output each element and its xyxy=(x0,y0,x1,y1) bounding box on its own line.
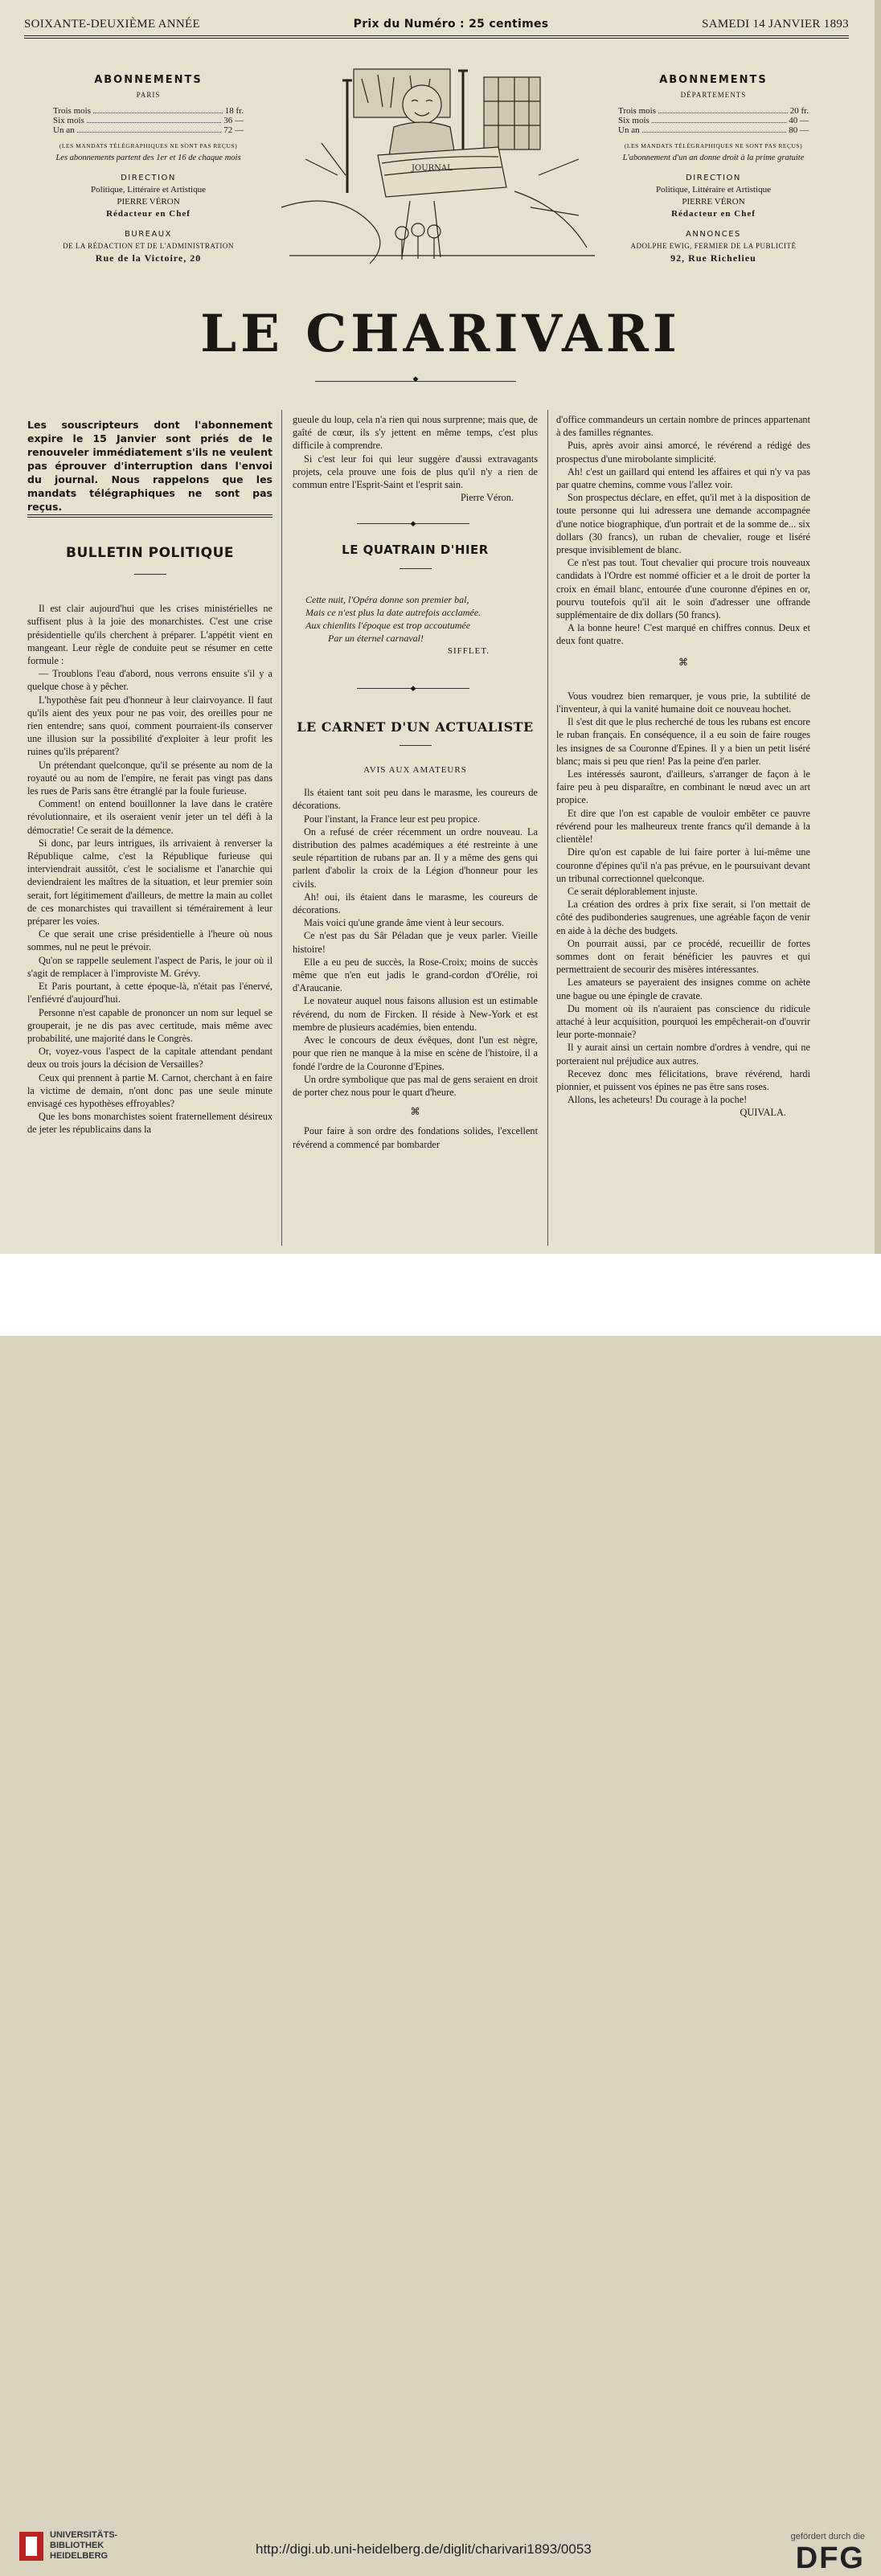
paragraph: Pour l'instant, la France leur est peu propice. xyxy=(304,813,481,825)
annonces-label: ANNONCES xyxy=(686,230,741,239)
subscription-region: DÉPARTEMENTS xyxy=(680,91,747,99)
carnet-title: LE CARNET D'UN ACTUALISTE xyxy=(297,719,534,735)
masthead-ornament xyxy=(315,381,516,382)
header-line xyxy=(24,18,849,31)
rate-row: Six mois 40 — xyxy=(618,116,809,125)
subscription-note: L'abonnement d'un an donne droit à la prime gratuite xyxy=(622,154,805,162)
right-column xyxy=(556,413,810,1120)
bureaux-address: Rue de la Victoire, 20 xyxy=(95,252,202,264)
paragraph: Mais voici qu'une grande âme vient à leur secours. xyxy=(304,917,505,929)
paragraph: On pourrait aussi, par ce procédé, recueillir de fortes sommes dont on ferait bénéficier les pauvres et qui permettraient de secourir des misères intéressantes. xyxy=(556,937,810,976)
direction-desc: Politique, Littéraire et Artistique xyxy=(656,185,771,195)
carnet-subtitle: AVIS AUX AMATEURS xyxy=(363,765,467,776)
poem-line: Cette nuit, l'Opéra donne son premier bal, xyxy=(305,593,469,605)
paragraph: Ceux qui prennent à partie M. Carnot, cherchant à en faire la victime de demain, n'ont donc pas une seule minute envisagé ces hypothèses effroyables? xyxy=(27,1071,272,1109)
title-rule xyxy=(400,568,432,569)
mandats-note: (LES MANDATS TÉLÉGRAPHIQUES NE SONT PAS REÇUS) xyxy=(624,142,803,149)
library-name: UNIVERSITÄTS- BIBLIOTHEK HEIDELBERG xyxy=(50,2530,118,2561)
paragraph: Les amateurs se payeraient des insignes comme on achète une bague ou une épingle de cravate. xyxy=(556,977,810,1001)
header-year: SOIXANTE-DEUXIÈME ANNÉE xyxy=(24,18,200,31)
paragraph: Comment! on entend bouillonner la lave dans le cratère révolutionnaire, et ils oseraient venir jeter un tel défi à la démocratie! Ce serait de la démence. xyxy=(27,798,272,836)
middle-column xyxy=(293,413,538,1151)
paragraph: gueule du loup, cela n'a rien qui nous surprenne; mais que, de gaîté de cœur, ils s'y jettent en même temps, c'est plus difficile à comprendre. xyxy=(293,414,538,452)
bureaux-label: BUREAUX xyxy=(125,230,172,239)
rates-list xyxy=(53,106,244,135)
paragraph: Recevez donc mes félicitations, brave révérend, hardi pionnier, et puissent vos épines ne pas être sans roses. xyxy=(556,1067,810,1092)
rate-row: Six mois 36 — xyxy=(53,116,244,125)
paragraph: Pour faire à son ordre des fondations solides, l'excellent révérend a commencé par bombarder xyxy=(293,1125,538,1150)
subscription-departements xyxy=(599,74,828,264)
paragraph: Ce n'est pas tout. Tout chevalier qui procure trois nouveaux candidats à l'Ordre est nommé officier et a le droit de porter la croix en émail blanc, entourée d'une couronne d'épines en or, pourvu toutefois qu'il ait le soin d'adresser une offrande supplémentaire de dix dollars (50 francs). xyxy=(556,557,810,621)
paragraph: Ah! oui, ils étaient dans le marasme, les coureurs de décorations. xyxy=(293,891,538,916)
paragraph: Ce n'est pas du Sâr Péladan que je veux parler. Vieille histoire! xyxy=(293,930,538,955)
title-rule xyxy=(134,574,166,575)
subscription-region: PARIS xyxy=(136,91,161,99)
paragraph: Un ordre symbolique que pas mal de gens seraient en droit de porter chez nous pour le quart d'heure. xyxy=(293,1073,538,1098)
paragraph: Il s'est dit que le plus recherché de tous les rubans est encore le ruban français. En conséquence, il a eu soin de faire rouges les insignes de sa Couronne d'Epines. Il y a bien un petit liséré blanc; mais si peu que rien! Pas la peine d'en parler. xyxy=(556,716,810,767)
poem-line: Mais ce n'est plus la date autrefois acclamée. xyxy=(305,606,481,618)
paragraph: Ce serait déplorablement injuste. xyxy=(568,885,698,897)
rates-list xyxy=(618,106,809,135)
masthead-cartoon xyxy=(273,63,603,280)
cartoon-banner: JOURNAL xyxy=(412,164,453,173)
paragraph: Ce que serait une crise présidentielle à l'heure où nous sommes, nul ne peut le prévoir. xyxy=(27,928,272,953)
paragraph: Allons, les acheteurs! Du courage à la poche! xyxy=(568,1094,748,1106)
paragraph: Le novateur auquel nous faisons allusion est un estimable révérend, du nom de Fircken. Il réside à New-York et est membre de plusieurs académies, bien entendu. xyxy=(293,995,538,1033)
subscription-title: ABONNEMENTS xyxy=(94,74,203,86)
column-rule xyxy=(547,410,548,1246)
paragraph: Qu'on se rappelle seulement l'aspect de Paris, le jour où il s'agit de remplacer à l'improviste M. Grévy. xyxy=(27,954,272,979)
poem-line: Aux chienlits l'époque est trop accoutumée xyxy=(305,619,471,631)
paragraph: Avec le concours de deux évêques, dont l'un est nègre, pour que rien ne manque à la mise en scène de l'histoire, il a fondé l'ordre de la Couronne d'Epines. xyxy=(293,1034,538,1072)
funder-logo[interactable] xyxy=(791,2532,865,2576)
director-role: Rédacteur en Chef xyxy=(106,209,191,219)
paragraph: Et dire que l'on est capable de vouloir embêter ce pauvre révérend pour les malheureux trente francs qu'il demande à la clientèle! xyxy=(556,807,810,846)
rate-row: Un an 80 — xyxy=(618,125,809,135)
direction-desc: Politique, Littéraire et Artistique xyxy=(91,185,206,195)
poem-line: Par un éternel carnaval! xyxy=(328,632,424,644)
paragraph: Ils étaient tant soit peu dans le marasme, les coureurs de décorations. xyxy=(293,787,538,812)
paragraph: d'office commandeurs un certain nombre de princes appartenant à des familles régnantes. xyxy=(556,414,810,439)
section-ornament xyxy=(357,688,469,689)
paragraph: Ah! c'est un gaillard qui entend les affaires et qui n'y va pas par quatre chemins, comme vous l'allez voir. xyxy=(556,465,810,491)
bulletin-column xyxy=(27,547,272,1136)
direction-label: DIRECTION xyxy=(121,174,176,182)
paragraph: Les intéressés sauront, d'ailleurs, s'arranger de façon à le faire peu à peu disparaître, en combinant le nœud avec un art propice. xyxy=(556,768,810,806)
paragraph: Elle a eu peu de succès, la Rose-Croix; moins de succès même que n'en eut jadis le grand-cordon d'Orélie, roi d'Araucanie. xyxy=(293,956,538,994)
signature-veron: Pierre Véron. xyxy=(460,492,514,504)
footer-bar xyxy=(0,1254,881,2575)
renewal-notice: Les souscripteurs dont l'abonnement expire le 15 Janvier sont priés de le renouveler immédiatement s'ils ne veulent pas éprouver d'interruption dans l'envoi du journal. Nous rappelons que les mandats télégraphiques ne sont pas reçus. xyxy=(27,419,272,513)
rate-row: Trois mois 18 fr. xyxy=(53,106,244,116)
signature-quivala: QUIVALA. xyxy=(740,1107,786,1119)
bulletin-title: BULLETIN POLITIQUE xyxy=(66,545,234,561)
column-rule xyxy=(281,410,282,1246)
library-seal-icon xyxy=(19,2532,43,2561)
paragraph: A la bonne heure! C'est marqué en chiffres connus. Deux et deux font quatre. xyxy=(556,622,810,647)
paragraph: Il est clair aujourd'hui que les crises ministérielles ne suffisent plus à la joie des monarchistes. C'est une crise présidentielle qu'ils cherchent à préparer. L'appétit vient en mangeant. Leur règle de conduite peut se résumer en cette formule : xyxy=(27,603,272,667)
paragraph: Dire qu'on est capable de lui faire porter à lui-même une couronne d'épines qu'il n'a pas prévue, en le poursuivant devant un tribunal correctionnel quelconque. xyxy=(556,846,810,884)
paragraph: Que les bons monarchistes soient fraternellement désireux de jeter les républicains dans la xyxy=(27,1111,272,1136)
paragraph: On a refusé de créer récemment un ordre nouveau. La distribution des palmes académiques a été restreinte à une seule répartition de rubans par an. Il y a même des gens qui parlent d'abolir la croix de la Légion d'honneur pour les civils. xyxy=(293,825,538,890)
director-name: PIERRE VÉRON xyxy=(117,197,180,207)
direction-label: DIRECTION xyxy=(686,174,741,182)
paragraph: Il y aurait ainsi un certain nombre d'ordres à vendre, qui ne porteraient nul préjudice aux autres. xyxy=(556,1042,810,1067)
header-date: SAMEDI 14 JANVIER 1893 xyxy=(702,18,849,31)
quatrain-title: LE QUATRAIN D'HIER xyxy=(342,543,489,558)
paragraph: Vous voudrez bien remarquer, je vous prie, la subtilité de l'inventeur, à qui la vanité humaine doit ce nouveau hochet. xyxy=(556,690,810,715)
bureaux-desc: DE LA RÉDACTION ET DE L'ADMINISTRATION xyxy=(63,242,234,250)
header-rule xyxy=(24,35,849,39)
rate-row: Un an 72 — xyxy=(53,125,244,135)
paragraph: Si donc, par leurs intrigues, ils arrivaient à renverser la République calme, c'est la République furieuse qui interviendrait aussitôt, c'est le socialisme et l'anarchie qui deviendraient les maîtres de la situation, et leur premier soin serait, fort légitimement d'ailleurs, de mettre la main au collet de ces monarchistes qui travaillent si témérairement à leur préparer les voies. xyxy=(27,837,272,928)
paragraph: Puis, après avoir ainsi amorcé, le révérend a rédigé des prospectus d'une mirobolante simplicité. xyxy=(556,440,810,465)
paragraph: La création des ordres à prix fixe serait, si l'on mettait de côté des pudibonderies saugrenues, une agréable façon de venir en aide à la dèche des budgets. xyxy=(556,899,810,936)
paragraph: Du moment où ils n'auraient pas conscience du ridicule attaché à leur acquisition, pourquoi les empêcherait-on d'ouvrir leur porte-monnaie? xyxy=(556,1002,810,1041)
annonces-desc: ADOLPHE EWIG, FERMIER DE LA PUBLICITÉ xyxy=(630,242,797,250)
paragraph: Or, voyez-vous l'aspect de la capitale attendant pendant deux ou trois jours la décision de Versailles? xyxy=(27,1046,272,1071)
subscription-title: ABONNEMENTS xyxy=(659,74,768,86)
mandats-note: (LES MANDATS TÉLÉGRAPHIQUES NE SONT PAS REÇUS) xyxy=(59,142,238,149)
section-ornament xyxy=(357,523,469,524)
dfg-logo: DFG xyxy=(795,2541,865,2575)
director-role: Rédacteur en Chef xyxy=(671,209,756,219)
director-name: PIERRE VÉRON xyxy=(682,197,745,207)
subscription-paris xyxy=(34,74,263,264)
paragraph: — Troublons l'eau d'abord, nous verrons ensuite s'il y a quelque chose à y pêcher. xyxy=(27,668,272,693)
rate-row: Trois mois 20 fr. xyxy=(618,106,809,116)
signature-sifflet: SIFFLET. xyxy=(447,645,490,656)
annonces-address: 92, Rue Richelieu xyxy=(670,252,756,264)
paragraph: Si c'est leur foi qui leur suggère d'aussi extravagants projets, cela prouve une fois de plus qu'il n'y a rien de commun entre l'Esprit-Saint et l'esprit sain. xyxy=(293,453,538,491)
permalink-url[interactable]: http://digi.ub.uni-heidelberg.de/diglit/charivari1893/0053 xyxy=(256,2541,592,2557)
section-separator: ⌘ xyxy=(410,1106,420,1118)
paragraph: Personne n'est capable de prononcer un nom sur lequel se grouperait, je ne dis pas avec certitude, mais même avec probabilité, une majorité dans le Congrès. xyxy=(27,1006,272,1044)
bulletin-body xyxy=(27,602,272,1136)
subscription-note: Les abonnements partent des 1er et 16 de chaque mois xyxy=(55,154,241,162)
paragraph: Et Paris pourtant, à cette époque-là, n'était pas l'énervé, l'enfiévré d'aujourd'hui. xyxy=(27,981,272,1005)
title-rule xyxy=(400,745,432,746)
notice-rule xyxy=(27,514,272,518)
paragraph: Un prétendant quelconque, qu'il se présente au nom de la royauté ou au nom de l'empire, ne ferait pas vingt pas dans les rues de Paris sans être étranglé par la foule furieuse. xyxy=(27,759,272,797)
paragraph: Son prospectus déclare, en effet, qu'il met à la disposition de toute personne qui lui adressera une demande accompagnée d'une notice biographique, d'un portrait et de la somme de... six dollars (30 francs), un ruban de chevalier, rouge et liséré presque invisiblement de blanc. xyxy=(556,492,810,556)
section-separator: ⌘ xyxy=(678,656,689,668)
library-logo[interactable] xyxy=(19,2530,117,2562)
quatrain-poem xyxy=(293,593,538,645)
newspaper-page xyxy=(0,0,881,1254)
header-price: Prix du Numéro : 25 centimes xyxy=(353,18,549,31)
funder-text: gefördert durch die xyxy=(790,2532,865,2541)
masthead-title: LE CHARIVARI xyxy=(200,304,681,364)
paragraph: L'hypothèse fait peu d'honneur à leur clairvoyance. Il faut qu'ils aient des yeux pour ne pas voir, des oreilles pour ne rien entendre; sans quoi, comment pourraient-ils conserver une illusion sur la possibilité d'exploiter à leur profit les ruines qu'ils préparent? xyxy=(27,694,272,758)
